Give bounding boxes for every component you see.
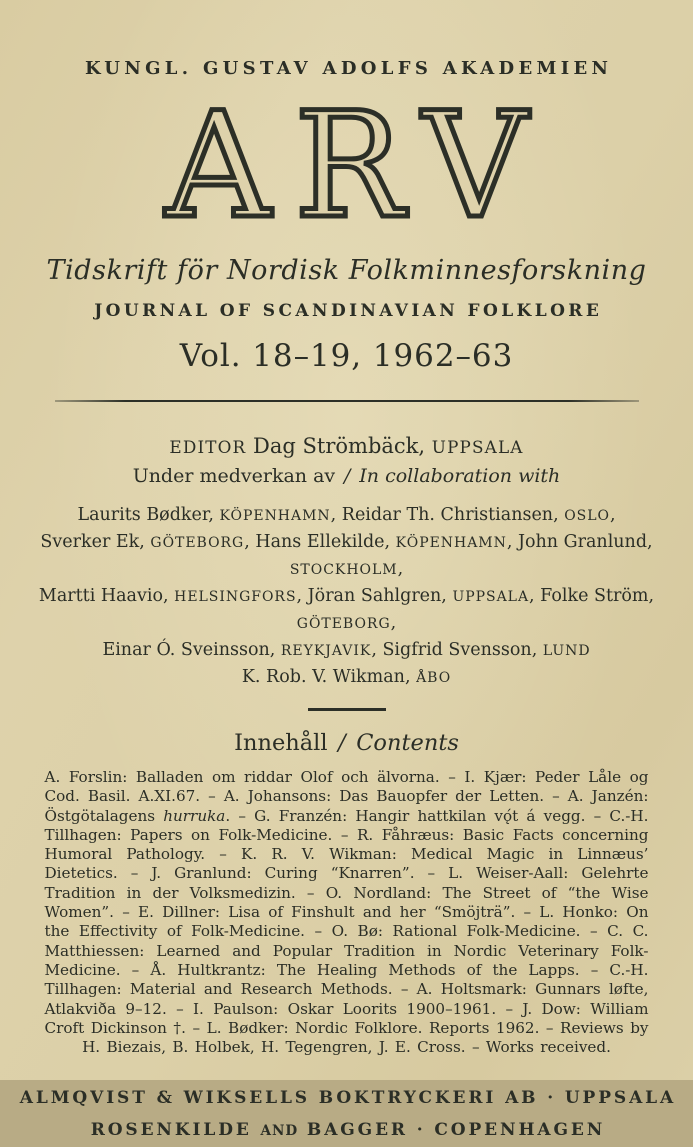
contents-listing: A. Forslin: Balladen om riddar Olof och älvorna. – I. Kjær: Peder Låle og Cod. Basil. A.XI.67. – A. Johansons: Das Bauopfer der Letten. – A. Janzén: Östgötalagens hurruka. – G. Franzén: Hangir hattkilan vǫ́t á vegg. – C.-H. Tillhagen: Papers on Folk-Medicine. – R. Fåhræus: Basic Facts concerning Humoral Pathology. – K. R. V. Wikman: Medical Magic in Linnæus’ Dietetics. – J. Granlund: Curing “Knarren”. – L. Weiser-Aall: Gelehrte Tradition in der Volksmedizin. – O. Nordland: The Street of “the Wise Women”. – E. Dillner: Lisa of Finshult and her “Smöjträ”. – L. Honko: On the Effectivity of Folk-Medicine. – O. Bø: Rational Folk-Medicine. – C. C. Matthiessen: Learned and Popular Tradition in Nordic Veterinary Folk-Medicine. – Å. Hultkrantz: The Healing Methods of the Lapps. – C.-H. Tillhagen: Material and Research Methods. – A. Holtsmark: Gunnars løfte, Atlakviða 9–12. – I. Paulson: Oskar Loorits 1900–1961. – J. Dow: William Croft Dickinson †. – L. Bødker: Nordic Folklore. Reports 1962. – Reviews by H. Biezais, B. Holbek, H. Tegengren, J. E. Cross. – Works received. (44, 768, 649, 1057)
contents-heading: Innehåll / Contents (234, 730, 459, 756)
collaborator-line: Sverker Ek, GÖTEBORG, Hans Ellekilde, KÖPENHAMN, John Granlund, STOCKHOLM, (40, 532, 653, 579)
collaborators-block (37, 502, 657, 691)
editor-line: EDITOR Dag Strömbäck, UPPSALA (169, 434, 524, 458)
imprint-block (0, 1082, 693, 1147)
journal-masthead: ARV (165, 81, 552, 251)
publisher-name: KUNGL. GUSTAV ADOLFS AKADEMIEN (84, 58, 613, 79)
collaborator-line: Einar Ó. Sveinsson, REYKJAVIK, Sigfrid Svensson, LUND (102, 640, 591, 660)
collaborator-line: Martti Haavio, HELSINGFORS, Jöran Sahlgren, UPPSALA, Folke Ström, GÖTEBORG, (38, 586, 655, 633)
collaboration-line: Under medverkan av / In collaboration with (132, 465, 561, 487)
collaborator-line: K. Rob. V. Wikman, ÅBO (241, 667, 452, 687)
printer-line: ALMQVIST & WIKSELLS BOKTRYCKERI AB · UPPSALA (19, 1088, 677, 1109)
horizontal-rule-long (55, 400, 639, 402)
subtitle-english: JOURNAL OF SCANDINAVIAN FOLKLORE (94, 301, 603, 321)
distributor-line: ROSENKILDE AND BAGGER · COPENHAGEN (90, 1120, 606, 1141)
volume-line: Vol. 18–19, 1962–63 (179, 338, 514, 374)
subtitle-swedish: Tidskrift för Nordisk Folkminnesforskning (46, 255, 647, 286)
collaborator-line: Laurits Bødker, KÖPENHAMN, Reidar Th. Christiansen, OSLO, (77, 505, 616, 525)
horizontal-rule-short (308, 708, 386, 711)
